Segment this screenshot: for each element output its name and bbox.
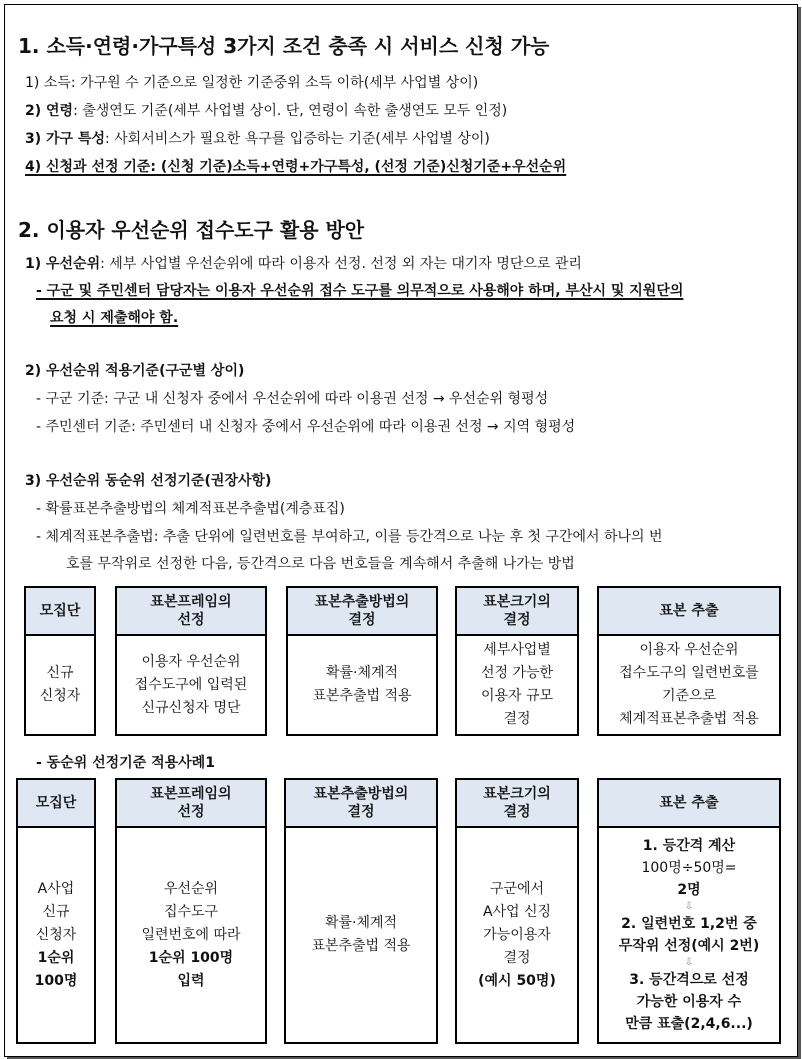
flow2-header-population: 모집단 xyxy=(16,778,96,828)
flow2-b2-bold1: 1순위 100명 xyxy=(148,949,234,966)
flow2-b4-l4: 결정 xyxy=(503,949,531,966)
s2-p2-line2: - 주민센터 기준: 주민센터 내 신청자 중에서 우선순위에 따라 이용권 선정 → 지역 형평성 xyxy=(36,419,576,435)
s2-p1-num: 1) 우선순위 xyxy=(25,256,101,272)
s2-p3-title: 3) 우선순위 동순위 선정기준(권장사항) xyxy=(25,473,272,489)
flow2-header-extract: 표본 추출 xyxy=(597,778,781,828)
flow2-b5-step2a: 2. 일련번호 1,2번 중 xyxy=(621,916,757,932)
flow2-b1-bold1: 1순위 xyxy=(37,949,75,966)
flow2-b5-calc-bold: 2명 xyxy=(677,882,701,898)
flow1-b2-l1: 이용자 우선순위 xyxy=(141,653,241,670)
flow2-b1-bold2: 100명 xyxy=(34,972,78,989)
flow1-b3-l2: 표본추출법 적용 xyxy=(312,688,412,704)
s2-p1-text: : 세부 사업별 우선순위에 따라 이용자 선정. 선정 외 자는 대기자 명단으로 관리 xyxy=(100,256,582,272)
s2-p1-dash-1: - 구군 및 주민센터 담당자는 이용자 우선순위 접수 도구를 의무적으로 사용해야 하며, 부산시 및 지원단의 xyxy=(36,283,684,299)
flow1-b1-l2: 신청자 xyxy=(39,688,81,704)
flow1-b4-l4: 결정 xyxy=(503,711,531,727)
flow2-b1-l3: 신청자 xyxy=(35,926,77,943)
flow2-b2-l1: 우선순위 xyxy=(163,880,219,897)
section2-title: 2. 이용자 우선순위 접수도구 활용 방안 xyxy=(18,218,365,242)
flow1-header-size: 표본크기의 결정 xyxy=(455,586,579,636)
flow2-b4-l2: A사업 신징 xyxy=(482,903,552,920)
flow2-body-size xyxy=(455,826,579,1044)
s2-p1 xyxy=(25,253,582,273)
flow2-body-method xyxy=(284,826,438,1044)
s1-item-2 xyxy=(25,100,507,120)
flow2-b5-step2b: 무작위 선정(예시 2번) xyxy=(618,938,760,954)
flow1-b2-l2: 접수도구에 입력된 xyxy=(134,676,248,693)
flow1-b3-l1: 확률·체계적 xyxy=(325,665,399,681)
flow2-b5-calc-text: 100명÷50명= xyxy=(641,860,737,876)
flow1-body-extract xyxy=(597,634,781,736)
s1-item-2-text: : 출생연도 기준(세부 사업별 상이. 단, 연령이 속한 출생연도 모두 인정) xyxy=(73,103,508,119)
section1-title: 1. 소득·연령·가구특성 3가지 조건 충족 시 서비스 신청 가능 xyxy=(18,34,550,58)
flow2-b3-l2: 표본추출법 적용 xyxy=(311,938,411,954)
flow1-b5-l4: 체계적표본추출법 적용 xyxy=(619,711,759,727)
flow1-body-method xyxy=(286,634,438,736)
flow1-body-population xyxy=(24,634,96,736)
flow1-b4-l2: 선정 가능한 xyxy=(480,665,554,681)
flow2-body-population xyxy=(16,826,96,1044)
flow2-header-frame: 표본프레임의 선정 xyxy=(115,778,267,828)
down-arrow-icon: ⇩ xyxy=(684,957,694,968)
flow2-b4-l1: 구군에서 xyxy=(489,880,545,897)
s1-item-1 xyxy=(25,72,478,92)
flow2-b4-bold: (예시 50명) xyxy=(478,972,556,989)
flow1-header-population: 모집단 xyxy=(24,586,96,636)
flow1-b4-l3: 이용자 규모 xyxy=(480,688,554,704)
s2-p3-line2: - 체계적표본추출법: 추출 단위에 일련번호를 부여하고, 이를 등간격으로 나눈 후 첫 구간에서 하나의 번 xyxy=(36,529,663,545)
flow1-b2-l3: 신규신청자 명단 xyxy=(141,699,241,716)
flow1-b5-l2: 접수도구의 일련번호를 xyxy=(619,665,759,681)
s2-p3-line3: 호를 무작위로 선정한 다음, 등간격으로 다음 번호들을 계속해서 추출해 나가는 방법 xyxy=(66,556,575,572)
flow2-b2-l3: 일련번호에 따라 xyxy=(141,926,241,943)
s1-item-3 xyxy=(25,128,490,148)
flow2-b2-l2: 집수도구 xyxy=(163,903,219,920)
flow1-b5-l3: 기준으로 xyxy=(661,688,717,704)
flow2-b5-step1: 1. 등간격 계산 xyxy=(642,838,736,854)
s1-item-3-text: : 사회서비스가 필요한 욕구를 입증하는 기준(세부 사업별 상이) xyxy=(104,131,490,147)
flow2-b4-l3: 가능이용자 xyxy=(483,926,551,943)
s1-item-2-num: 2) 연령 xyxy=(25,103,74,119)
flow2-b5-step3b: 가능한 이용자 수 xyxy=(636,994,742,1010)
flow1-header-extract: 표본 추출 xyxy=(597,586,781,636)
flow2-body-frame xyxy=(115,826,267,1044)
down-arrow-icon: ⇩ xyxy=(684,901,694,912)
s1-item-1-text: : 가구원 수 기준으로 일정한 기준중위 소득 이하(세부 사업별 상이) xyxy=(70,75,479,91)
flow2-body-extract xyxy=(597,826,781,1044)
flow1-body-frame xyxy=(115,634,267,736)
s2-p1-dash-2: 요청 시 제출해야 함. xyxy=(50,310,179,326)
s1-item-1-num: 1) 소득 xyxy=(25,75,71,91)
s1-item-4: 4) 신청과 선정 기준: (신청 기준)소득+연령+가구특성, (선정 기준)신청기준+우선순위 xyxy=(25,159,567,175)
s2-p2-line1: - 구군 기준: 구군 내 신청자 중에서 우선순위에 따라 이용권 선정 → 우선순위 형평성 xyxy=(36,391,549,407)
flow2-header-size: 표본크기의 결정 xyxy=(455,778,579,828)
flow2-b3-l1: 확률·체계적 xyxy=(324,915,398,931)
flow1-b4-l1: 세부사업별 xyxy=(483,642,551,658)
s2-p3-line1: - 확률표본추출방법의 체계적표본추출법(계층표집) xyxy=(36,501,345,517)
example-title: - 동순위 선정기준 적용사례1 xyxy=(36,755,215,771)
flow1-body-size xyxy=(455,634,579,736)
flow2-b5-calc xyxy=(641,857,736,901)
flow2-b1-l2: 신규 xyxy=(42,903,70,920)
flow1-b1-l1: 신규 xyxy=(46,665,74,681)
flow2-header-method: 표본추출방법의 결정 xyxy=(284,778,438,828)
s2-p2-title: 2) 우선순위 적용기준(구군별 상이) xyxy=(25,363,245,379)
flow2-b2-bold2: 입력 xyxy=(177,972,205,989)
s1-item-3-num: 3) 가구 특성 xyxy=(25,131,105,147)
flow2-b1-l1: A사업 xyxy=(37,880,75,897)
flow1-b5-l1: 이용자 우선순위 xyxy=(639,642,739,658)
flow2-b5-step3a: 3. 등간격으로 선정 xyxy=(629,972,749,988)
flow2-b5-step3c: 만큼 표출(2,4,6...) xyxy=(625,1016,753,1032)
flow1-header-method: 표본추출방법의 결정 xyxy=(286,586,438,636)
flow1-header-frame: 표본프레임의 선정 xyxy=(115,586,267,636)
